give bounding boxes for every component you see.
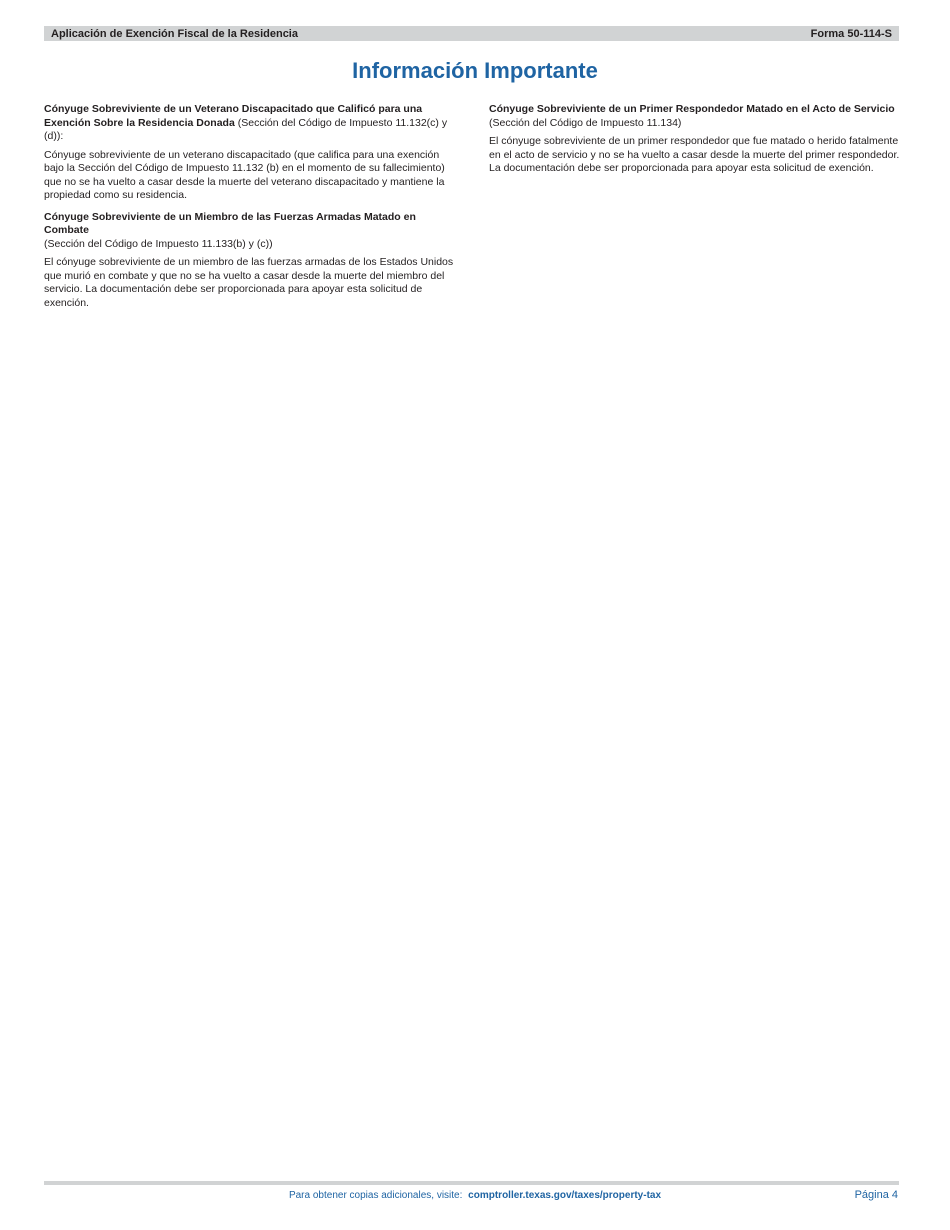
page-number: Página 4	[854, 1189, 898, 1201]
right-column	[489, 103, 901, 184]
left-column	[44, 103, 458, 318]
section-heading-bold: Cónyuge Sobreviviente de un Veterano Discapacitado que Calificó para una Exención Sobre la Residencia Donada	[44, 103, 423, 129]
section-heading	[44, 211, 458, 252]
section-heading-code: (Sección del Código de Impuesto 11.134)	[489, 116, 682, 129]
section-body: Cónyuge sobreviviente de un veterano discapacitado (que califica para una exención bajo la Sección del Código de Impuesto 11.132 (b) en el momento de su fallecimiento) que no se ha vuelto a casar desde la muerte del veterano discapacitado y mantiene la propiedad como su residencia.	[44, 148, 445, 201]
section-heading-bold: Cónyuge Sobreviviente de un Primer Respondedor Matado en el Acto de Servicio	[489, 103, 895, 115]
header-bar	[44, 26, 899, 41]
section-heading	[44, 103, 458, 144]
form-number: Forma 50-114-S	[810, 27, 892, 40]
section-heading-code: (Sección del Código de Impuesto 11.132(c) y (d)):	[44, 116, 448, 142]
footer-rule	[44, 1181, 899, 1185]
footer-website-link[interactable]: comptroller.texas.gov/taxes/property-tax	[468, 1190, 662, 1201]
footer-copies-text: Para obtener copias adicionales, visite:	[288, 1190, 463, 1201]
section-body: El cónyuge sobreviviente de un miembro de las fuerzas armadas de los Estados Unidos que murió en combate y que no se ha vuelto a casar desde la muerte del miembro del servicio. La documentación debe ser proporcionada para apoyar esta solicitud de exención.	[44, 256, 454, 309]
section-heading	[489, 103, 901, 130]
section-first-responder-spouse	[489, 103, 901, 176]
section-body: El cónyuge sobreviviente de un primer respondedor que fue matado o herido fatalmente en el acto de servicio y no se ha vuelto a casar desde la muerte del primer respondedor. La documentación debe ser proporcionada para apoyar esta solicitud de exención.	[489, 135, 900, 174]
section-heading-code: (Sección del Código de Impuesto 11.133(b) y (c))	[44, 237, 273, 250]
section-heading-bold: Cónyuge Sobreviviente de un Miembro de las Fuerzas Armadas Matado en Combate	[44, 210, 416, 236]
header-title: Aplicación de Exención Fiscal de la Residencia	[51, 27, 298, 40]
page-title: Información Importante	[352, 58, 598, 83]
section-armed-forces-spouse	[44, 211, 458, 311]
section-disabled-veteran-spouse	[44, 103, 458, 203]
footer-copies-note	[0, 1190, 950, 1201]
